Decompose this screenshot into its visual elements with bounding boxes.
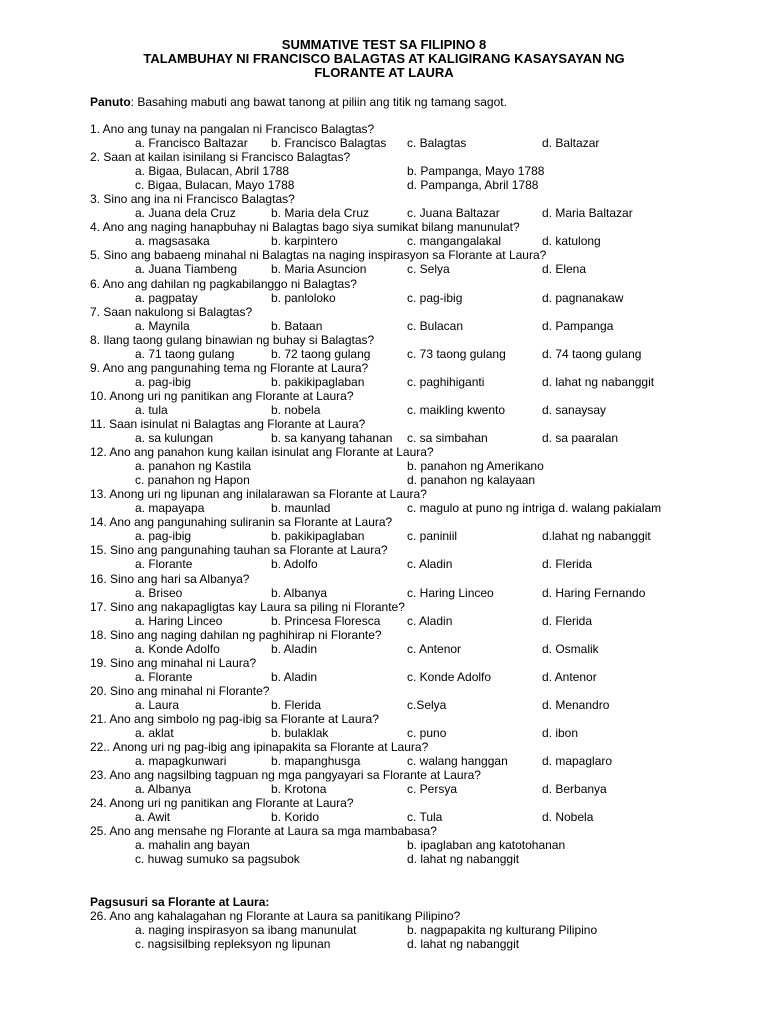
test-subtitle: TALAMBUHAY NI FRANCISCO BALAGTAS AT KALIGIRANG KASAYSAYAN NG [143,51,625,67]
choice-row [90,459,760,473]
answer-choice[interactable]: c. nagsisilbing repleksyon ng lipunan [135,937,331,952]
answer-choice[interactable]: a. 71 taong gulang [135,346,235,361]
answer-choice[interactable]: c. Tula [407,810,443,825]
choice-row [90,291,760,305]
answer-choice[interactable]: d. pagnanakaw [542,290,624,305]
question-text: 11. Saan isinulat ni Balagtas ang Florante at Laura? [90,416,366,431]
question-item [90,277,760,291]
answer-choice[interactable]: c. paghihiganti [407,374,485,389]
section-question-list [90,909,760,951]
answer-choice[interactable]: b. bulaklak [271,726,329,741]
answer-choice[interactable]: b. Maria Asuncion [271,262,367,277]
answer-choice[interactable]: a. Juana dela Cruz [135,206,236,221]
choice-row [90,852,760,866]
answer-choice[interactable]: b. 72 taong gulang [271,346,371,361]
answer-choice[interactable]: a. Albanya [135,782,192,797]
answer-choice[interactable]: b. pakikipaglaban [271,529,365,544]
answer-choice[interactable]: c. Aladin [407,557,453,572]
answer-choice[interactable]: c. pag-ibig [407,290,463,305]
answer-choice[interactable]: b. Maria dela Cruz [271,206,370,221]
answer-choice[interactable]: a. mahalin ang bayan [135,838,250,853]
answer-choice[interactable]: d. panahon ng kalayaan [407,473,536,488]
answer-choice[interactable]: a. aklat [135,726,174,741]
answer-choice[interactable]: a. Maynila [135,318,190,333]
answer-choice[interactable]: c. mangangalakal [407,234,502,249]
question-item [90,248,760,262]
answer-choice[interactable]: b. Aladin [271,669,318,684]
answer-choice[interactable]: d. Elena [542,262,587,277]
question-item [90,305,760,319]
answer-choice[interactable]: d. katulong [542,234,601,249]
answer-choice[interactable]: a. magsasaka [135,234,210,249]
question-item [90,909,760,923]
answer-choice[interactable]: b. sa kanyang tahanan [271,431,393,446]
answer-choice[interactable]: b. panloloko [271,290,336,305]
choice-row [90,431,760,445]
choice-row [90,782,760,796]
question-text: 10. Anong uri ng panitikan ang Florante at Laura? [90,388,354,403]
question-text: 25. Ano ang mensahe ng Florante at Laura sa mga mambabasa? [90,824,437,839]
answer-choice[interactable]: b. Albanya [271,585,328,600]
answer-choice[interactable]: b. Korido [271,810,320,825]
question-item [90,150,760,164]
answer-choice[interactable]: d. ibon [542,726,579,741]
answer-choice[interactable]: b. panahon ng Amerikano [407,459,544,474]
answer-choice[interactable]: c. huwag sumuko sa pagsubok [135,852,300,867]
question-text: 15. Sino ang pangunahing tauhan sa Florante at Laura? [90,543,388,558]
answer-choice[interactable]: a. tula [135,402,168,417]
question-item [90,543,760,557]
question-item [90,417,760,431]
question-text: 24. Anong uri ng panitikan ang Florante at Laura? [90,796,354,811]
choice-row [90,347,760,361]
choice-row [90,403,760,417]
answer-choice[interactable]: d. Baltazar [542,136,600,151]
answer-choice[interactable]: d. lahat ng nabanggit [407,852,520,867]
question-text: 20. Sino ang minahal ni Florante? [90,683,270,698]
question-text: 17. Sino ang nakapagligtas kay Laura sa piling ni Florante? [90,599,405,614]
answer-choice[interactable]: b. Bataan [271,318,323,333]
answer-choice[interactable]: d. 74 taong gulang [542,346,642,361]
question-text: 13. Anong uri ng lipunan ang inilalarawan sa Florante at Laura? [90,487,427,502]
question-text: 5. Sino ang babaeng minahal ni Balagtas na naging inspirasyon sa Florante at Laura? [90,248,547,263]
choice-row [90,262,760,276]
answer-choice[interactable]: a. pagpatay [135,290,198,305]
question-text: 4. Ano ang naging hanapbuhay ni Balagtas bago siya sumikat bilang manunulat? [90,220,520,235]
answer-choice[interactable]: b. Aladin [271,641,318,656]
answer-choice[interactable]: b. Pampanga, Mayo 1788 [407,164,545,179]
choice-row [90,206,760,220]
question-text: 7. Saan nakulong si Balagtas? [90,304,253,319]
question-item [90,824,760,838]
answer-choice[interactable]: d. Nobela [542,810,594,825]
answer-choice[interactable]: d. Flerida [542,613,593,628]
answer-choice[interactable]: d. sanaysay [542,402,607,417]
question-item [90,796,760,810]
answer-choice[interactable]: d. Flerida [542,557,593,572]
question-text: 12. Ano ang panahon kung kailan isinulat ang Florante at Laura? [90,445,434,460]
question-item [90,712,760,726]
answer-choice[interactable]: a. pag-ibig [135,374,192,389]
answer-choice[interactable]: d. Haring Fernando [542,585,646,600]
answer-choice[interactable]: c. Balagtas [407,136,467,151]
question-text: 23. Ano ang nagsilbing tagpuan ng mga pangyayari sa Florante at Laura? [90,768,481,783]
answer-choice[interactable]: b. pakikipaglaban [271,374,365,389]
answer-choice[interactable]: d. Menandro [542,697,610,712]
question-item [90,487,760,501]
answer-choice[interactable]: b. Adolfo [271,557,318,572]
question-item [90,572,760,586]
answer-choice[interactable]: a. sa kulungan [135,431,214,446]
analysis-section [90,895,760,951]
question-item [90,333,760,347]
question-item [90,656,760,670]
choice-row [90,754,760,768]
question-text: 18. Sino ang naging dahilan ng paghihirap ni Florante? [90,627,382,642]
answer-choice[interactable]: a. Bigaa, Bulacan, Abril 1788 [135,164,290,179]
answer-choice[interactable]: d. Berbanya [542,782,607,797]
answer-choice[interactable]: a. Haring Linceo [135,613,223,628]
answer-choice[interactable]: c. Aladin [407,613,453,628]
answer-choice[interactable]: b. Princesa Floresca [271,613,381,628]
choice-row [90,838,760,852]
answer-choice[interactable]: a. Briseo [135,585,183,600]
answer-choice[interactable]: c. paniniil [407,529,458,544]
choice-row [90,529,760,543]
instructions [90,95,507,109]
answer-choice[interactable]: b. ipaglaban ang katotohanan [407,838,566,853]
choice-row [90,557,760,571]
choice-row [90,614,760,628]
choice-row [90,501,760,515]
question-item [90,684,760,698]
question-text: 22.. Anong uri ng pag-ibig ang ipinapakita sa Florante at Laura? [90,740,429,755]
question-item [90,192,760,206]
choice-row [90,375,760,389]
question-text: 9. Ano ang pangunahing tema ng Florante at Laura? [90,360,369,375]
answer-choice[interactable]: a. naging inspirasyon sa ibang manunulat [135,923,357,938]
choice-row [90,937,760,951]
answer-choice[interactable]: c. 73 taong gulang [407,346,506,361]
choice-row [90,164,760,178]
question-text: 2. Saan at kailan isinilang si Francisco Balagtas? [90,150,351,165]
question-item [90,445,760,459]
choice-row [90,810,760,824]
answer-choice[interactable]: d.lahat ng nabanggit [542,529,651,544]
answer-choice[interactable]: d. Pampanga [542,318,614,333]
answer-choice[interactable]: c. maikling kwento [407,402,506,417]
answer-choice[interactable]: d. Maria Baltazar [542,206,633,221]
question-item [90,515,760,529]
answer-choice[interactable]: a. Juana Tiambeng [135,262,238,277]
answer-choice[interactable]: b. nagpapakita ng kulturang Pilipino [407,923,598,938]
answer-choice[interactable]: a. Francisco Baltazar [135,136,248,151]
choice-row [90,698,760,712]
question-item [90,628,760,642]
question-text: 26. Ano ang kahalagahan ng Florante at Laura sa panitikang Pilipino? [90,909,461,924]
answer-choice[interactable]: a. Laura [135,697,180,712]
choice-row [90,923,760,937]
choice-row [90,319,760,333]
answer-choice[interactable]: c. magulo at puno ng intriga d. walang pakialam [407,501,662,516]
answer-choice[interactable]: a. Konde Adolfo [135,641,220,656]
answer-choice[interactable]: a. mapayapa [135,501,205,516]
choice-row [90,586,760,600]
section-heading: Pagsusuri sa Florante at Laura: [90,895,270,909]
choice-row [90,670,760,684]
question-item [90,361,760,375]
question-text: 16. Sino ang hari sa Albanya? [90,571,250,586]
answer-choice[interactable]: a. Florante [135,557,193,572]
choice-row [90,473,760,487]
answer-choice[interactable]: d. lahat ng nabanggit [407,937,520,952]
answer-choice[interactable]: c. panahon ng Hapon [135,473,250,488]
question-text: 6. Ano ang dahilan ng pagkabilanggo ni Balagtas? [90,276,357,291]
answer-choice[interactable]: a. Awit [135,810,171,825]
answer-choice[interactable]: b. mapanghusga [271,754,361,769]
answer-choice[interactable]: c. Persya [407,782,458,797]
choice-row [90,726,760,740]
answer-choice[interactable]: b. nobela [271,402,321,417]
question-item [90,389,760,403]
question-item [90,220,760,234]
answer-choice[interactable]: c. Selya [407,262,450,277]
answer-choice[interactable]: d. mapaglaro [542,754,613,769]
answer-choice[interactable]: d. lahat ng nabanggit [542,374,655,389]
answer-choice[interactable]: c. puno [407,726,447,741]
answer-choice[interactable]: b. karpintero [271,234,338,249]
test-title: SUMMATIVE TEST SA FILIPINO 8 [281,37,487,52]
answer-choice[interactable]: a. mapagkunwari [135,754,227,769]
answer-choice[interactable]: a. Florante [135,669,193,684]
question-text: 14. Ano ang pangunahing suliranin sa Florante at Laura? [90,515,393,530]
answer-choice[interactable]: c.Selya [407,697,447,712]
test-subtitle-cont: FLORANTE AT LAURA [314,65,454,81]
choice-row [90,234,760,248]
answer-choice[interactable]: c. Antenor [407,641,462,656]
question-text: 3. Sino ang ina ni Francisco Balagtas? [90,192,295,207]
question-text: 1. Ano ang tunay na pangalan ni Francisco Balagtas? [90,122,375,136]
answer-choice[interactable]: a. panahon ng Kastila [135,459,252,474]
answer-choice[interactable]: c. walang hanggan [407,754,508,769]
question-item [90,122,760,136]
question-item [90,600,760,614]
answer-choice[interactable]: d. Antenor [542,669,597,684]
answer-choice[interactable]: b. Flerida [271,697,322,712]
choice-row [90,178,760,192]
answer-choice[interactable]: b. Krotona [271,782,327,797]
answer-choice[interactable]: c. Bigaa, Bulacan, Mayo 1788 [135,178,295,193]
instructions-text: : Basahing mabuti ang bawat tanong at piliin ang titik ng tamang sagot. [130,95,507,109]
question-text: 8. Ilang taong gulang binawian ng buhay si Balagtas? [90,332,375,347]
instructions-label: Panuto [90,95,131,109]
question-text: 19. Sino ang minahal ni Laura? [90,655,257,670]
answer-choice[interactable]: d. Osmalik [542,641,599,656]
answer-choice[interactable]: c. Haring Linceo [407,585,494,600]
answer-choice[interactable]: d. Pampanga, Abril 1788 [407,178,539,193]
answer-choice[interactable]: c. sa simbahan [407,431,488,446]
question-item [90,740,760,754]
answer-choice[interactable]: d. sa paaralan [542,431,619,446]
answer-choice[interactable]: c. Bulacan [407,318,464,333]
question-list [90,122,760,866]
answer-choice[interactable]: c. Konde Adolfo [407,669,492,684]
choice-row [90,642,760,656]
answer-choice[interactable]: b. Francisco Balagtas [271,136,387,151]
answer-choice[interactable]: b. maunlad [271,501,331,516]
answer-choice[interactable]: c. Juana Baltazar [407,206,500,221]
question-text: 21. Ano ang simbolo ng pag-ibig sa Florante at Laura? [90,711,379,726]
question-item [90,768,760,782]
choice-row [90,136,760,150]
answer-choice[interactable]: a. pag-ibig [135,529,192,544]
test-header [0,38,768,81]
